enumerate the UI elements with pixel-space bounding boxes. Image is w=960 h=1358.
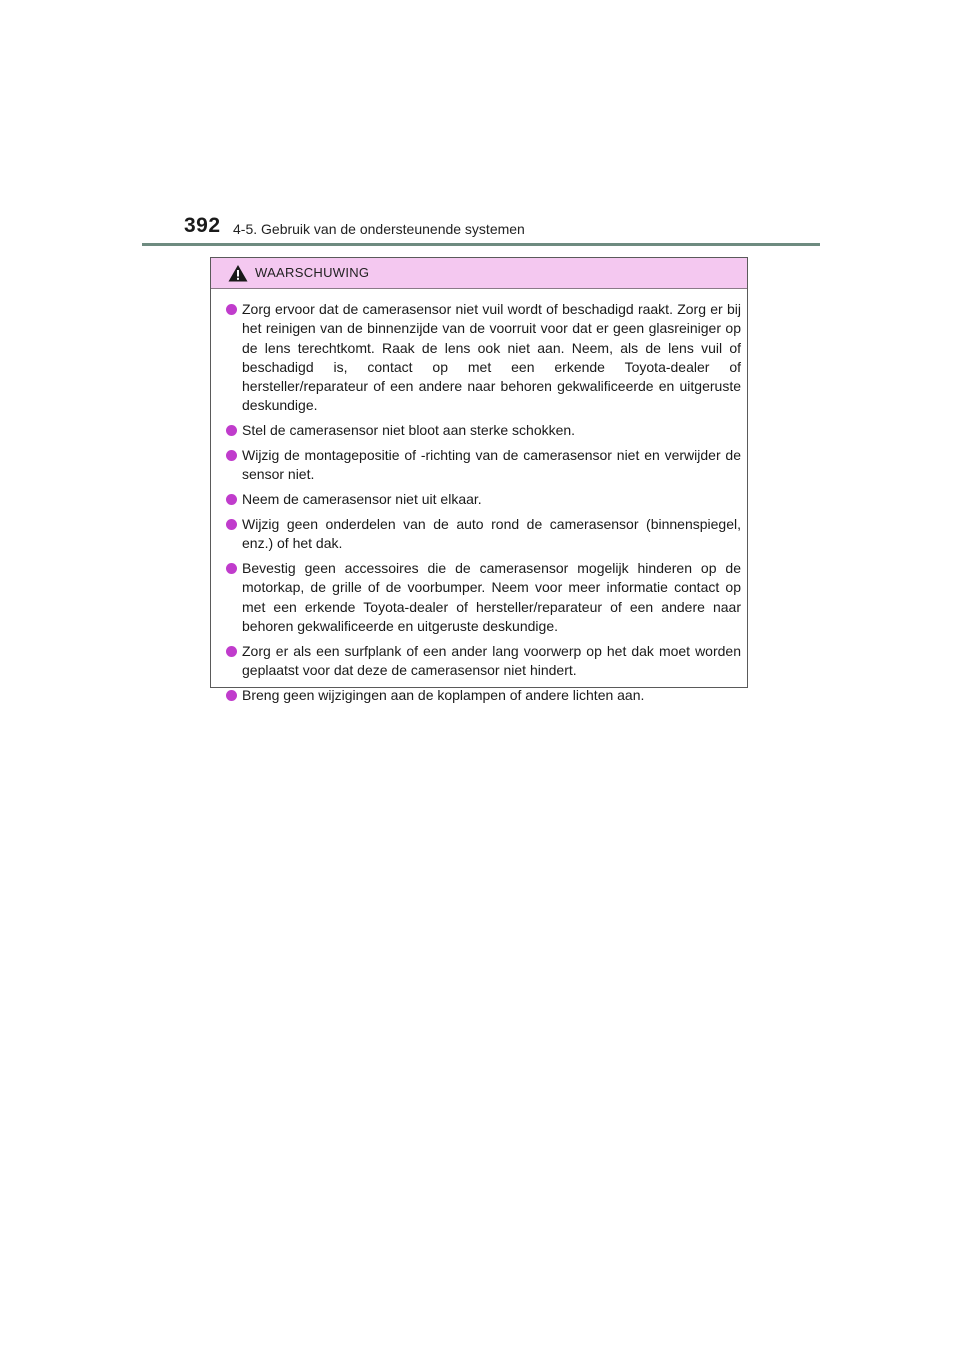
warning-box [210,257,748,703]
bullet-icon [226,563,237,574]
bullet-icon [226,494,237,505]
warning-item-text: Zorg ervoor dat de camerasensor niet vuil wordt of beschadigd raakt. Zorg er bij het reinigen van de binnenzijde van de voorruit voor dat er geen glasreiniger op de lens terechtkomt. Raak de lens ook niet aan. Neem, als de lens vuil of beschadigd is, contact op met een erkende Toyota-dealer of hersteller/reparateur of een andere naar behoren gekwalificeerde en uitgeruste deskundige. [242,301,741,414]
page-number: 392 [184,214,221,237]
warning-item [225,490,741,509]
bullet-icon [226,425,237,436]
warning-item-text: Breng geen wijzigingen aan de koplampen of andere lichten aan. [242,686,645,703]
bullet-icon [226,690,237,701]
bullet-icon [226,450,237,461]
warning-item [225,446,741,485]
warning-triangle-icon [228,264,248,282]
bullet-icon [226,519,237,530]
bullet-icon [226,304,237,315]
header-rule [142,243,820,246]
warning-item-text: Wijzig geen onderdelen van de auto rond de camerasensor (binnenspiegel, enz.) of het dak. [242,515,741,552]
warning-body [211,289,747,705]
warning-item-text: Bevestig geen accessoires die de camerasensor mogelijk hinderen op de motorkap, de grille of de voorbumper. Neem voor meer informatie contact op met een erkende Toyota-dealer of hersteller/reparateur of een andere naar behoren gekwalificeerde en uitgeruste deskundige. [242,560,741,634]
warning-item-text: Stel de camerasensor niet bloot aan sterke schokken. [242,422,576,439]
warning-item [225,300,741,416]
warning-item [225,515,741,554]
warning-item-text: Neem de camerasensor niet uit elkaar. [242,491,482,508]
warning-header [211,258,747,289]
warning-item-text: Zorg er als een surfplank of een ander lang voorwerp op het dak moet worden geplaatst voor dat deze de camerasensor niet hindert. [242,642,741,679]
warning-item [225,421,741,440]
warning-item [225,686,741,705]
section-title: 4-5. Gebruik van de ondersteunende systemen [233,221,525,237]
warning-item [225,559,741,636]
warning-title: WAARSCHUWING [255,265,370,280]
warning-item-text: Wijzig de montagepositie of -richting van de camerasensor niet en verwijder de sensor niet. [242,447,741,483]
warning-item [225,642,741,681]
bullet-icon [226,646,237,657]
